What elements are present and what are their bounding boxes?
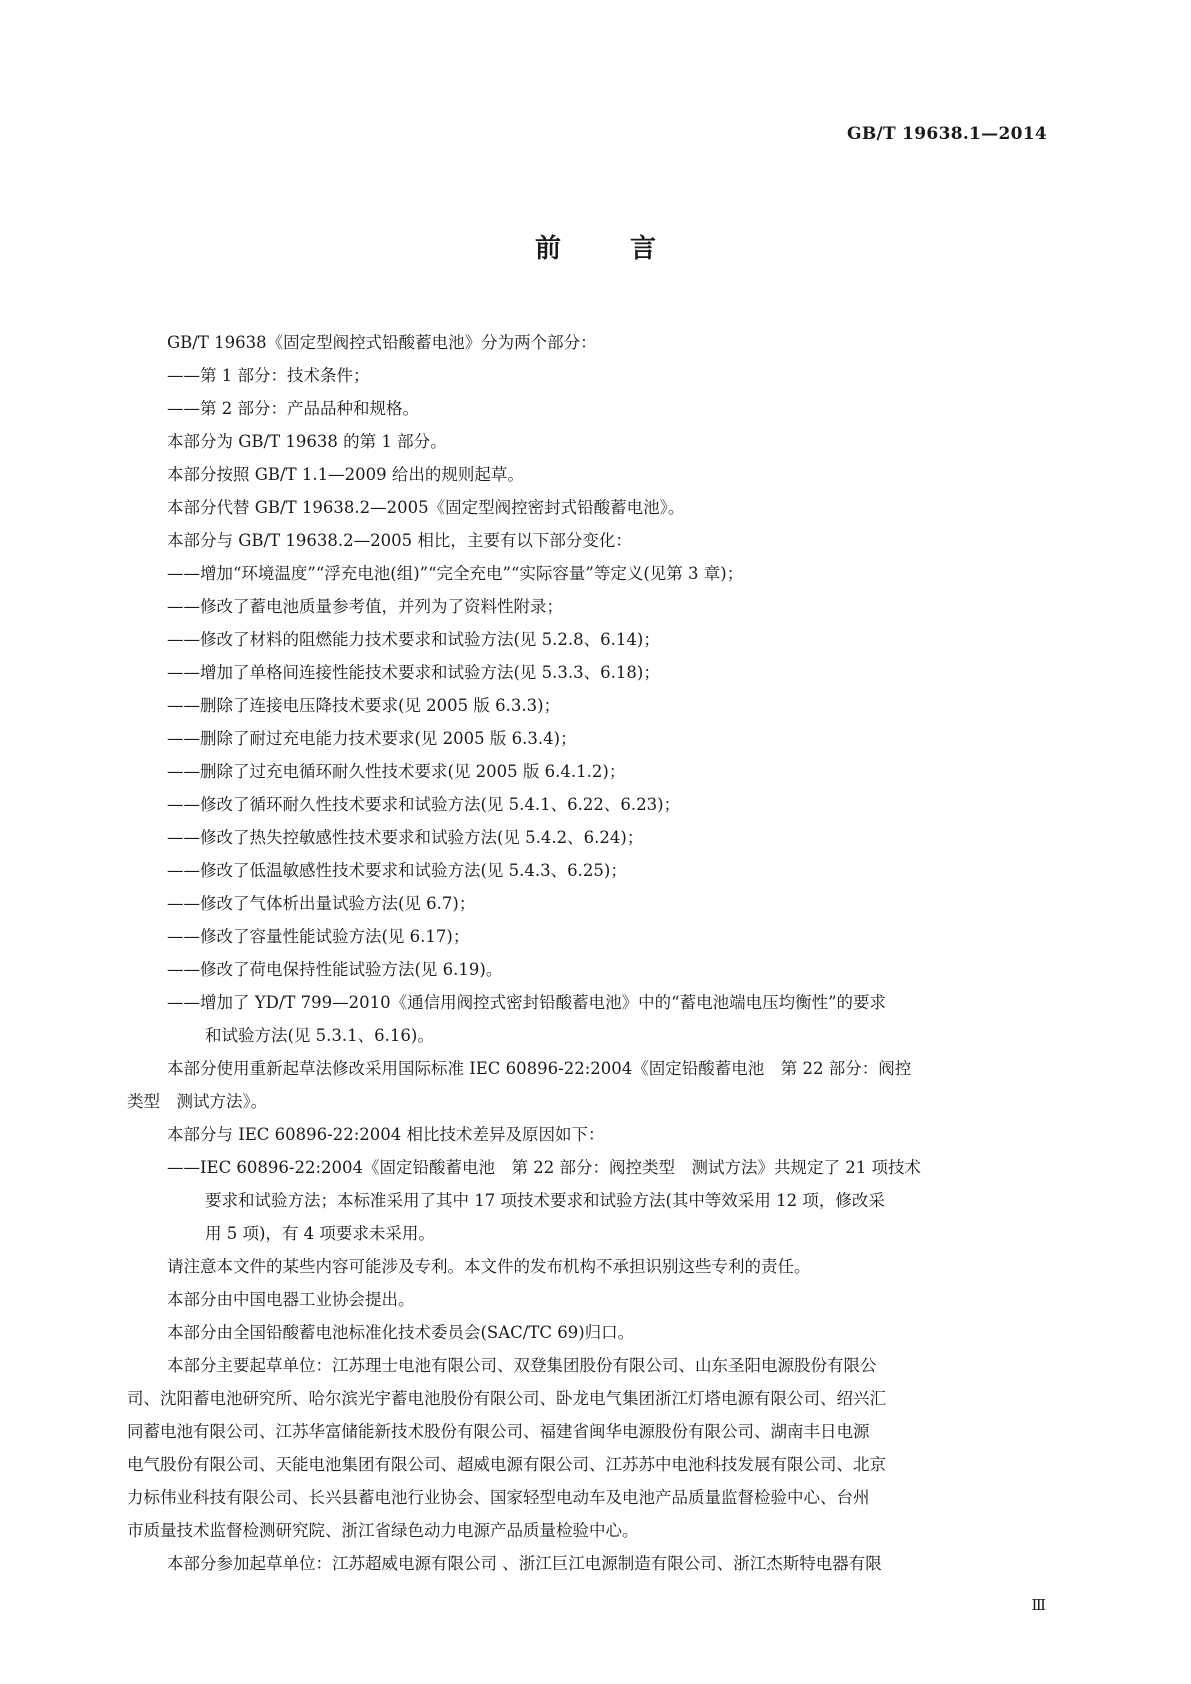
paragraph-continuation: 类型 测试方法》。 [127,1092,268,1111]
page-title: 前 言 [534,234,687,264]
paragraph-continuation: 力标伟业科技有限公司、长兴县蓄电池行业协会、国家轻型电动车及电池产品质量监督检验中心、台州 [127,1488,870,1507]
list-item: ——修改了材料的阻燃能力技术要求和试验方法(见 5.2.8、6.14)； [167,630,660,649]
list-item: ——修改了蓄电池质量参考值，并列为了资料性附录； [167,597,563,616]
foreword-body [127,326,1047,1580]
list-item: ——删除了连接电压降技术要求(见 2005 版 6.3.3)； [167,696,561,715]
paragraph-line: 本部分由全国铅酸蓄电池标准化技术委员会(SAC/TC 69)归口。 [167,1323,635,1342]
paragraph-line: 本部分使用重新起草法修改采用国际标准 IEC 60896-22:2004《固定铅酸蓄电池 第 22 部分：阀控 [167,1059,912,1078]
paragraph-continuation: 电气股份有限公司、天能电池集团有限公司、超威电源有限公司、江苏苏中电池科技发展有限公司、北京 [127,1455,886,1474]
list-item: ——IEC 60896-22:2004《固定铅酸蓄电池 第 22 部分：阀控类型 测试方法》共规定了 21 项技术 [167,1158,922,1177]
paragraph-continuation: 同蓄电池有限公司、江苏华富储能新技术股份有限公司、福建省闽华电源股份有限公司、湖南丰日电源 [127,1422,870,1441]
list-item: ——增加“环境温度”“浮充电池(组)”“完全充电”“实际容量”等定义(见第 3 章)； [167,564,744,583]
page-number: Ⅲ [1031,1596,1046,1614]
list-item: ——第 1 部分：技术条件； [167,366,370,385]
paragraph-continuation: 市质量技术监督检测研究院、浙江省绿色动力电源产品质量检验中心。 [127,1521,639,1540]
standard-code: GB/T 19638.1—2014 [847,124,1047,144]
list-item: ——修改了热失控敏感性技术要求和试验方法(见 5.4.2、6.24)； [167,828,644,847]
paragraph-continuation: 司、沈阳蓄电池研究所、哈尔滨光宇蓄电池股份有限公司、卧龙电气集团浙江灯塔电源有限公司、绍兴汇 [127,1389,886,1408]
list-item: ——删除了过充电循环耐久性技术要求(见 2005 版 6.4.1.2)； [167,762,626,781]
paragraph-line: 请注意本文件的某些内容可能涉及专利。本文件的发布机构不承担识别这些专利的责任。 [167,1257,811,1276]
list-item: ——修改了荷电保持性能试验方法(见 6.19)。 [167,960,503,979]
paragraph-line: 本部分与 IEC 60896-22:2004 相比技术差异及原因如下： [167,1125,605,1144]
list-item: ——修改了气体析出量试验方法(见 6.7)； [167,894,476,913]
list-item: ——增加了单格间连接性能技术要求和试验方法(见 5.3.3、6.18)； [167,663,660,682]
paragraph-line: 本部分由中国电器工业协会提出。 [167,1290,415,1309]
paragraph-line: 本部分代替 GB/T 19638.2—2005《固定型阀控密封式铅酸蓄电池》。 [167,498,685,517]
paragraph-line: 本部分与 GB/T 19638.2—2005 相比，主要有以下部分变化： [167,531,632,550]
paragraph-line: 本部分按照 GB/T 1.1—2009 给出的规则起草。 [167,465,524,484]
paragraph-line: 本部分参加起草单位：江苏超威电源有限公司 、浙江巨江电源制造有限公司、浙江杰斯特电器有限 [167,1554,882,1573]
list-item: ——修改了循环耐久性技术要求和试验方法(见 5.4.1、6.22、6.23)； [167,795,681,814]
paragraph-line: GB/T 19638《固定型阀控式铅酸蓄电池》分为两个部分： [167,333,597,352]
list-item-continuation: 用 5 项)，有 4 项要求未采用。 [205,1224,435,1243]
list-item: ——删除了耐过充电能力技术要求(见 2005 版 6.3.4)； [167,729,577,748]
list-item: ——第 2 部分：产品品种和规格。 [167,399,419,418]
paragraph-line: 本部分为 GB/T 19638 的第 1 部分。 [167,432,447,451]
list-item-continuation: 要求和试验方法；本标准采用了其中 17 项技术要求和试验方法(其中等效采用 12 项，修改采 [205,1191,885,1210]
list-item-continuation: 和试验方法(见 5.3.1、6.16)。 [205,1026,434,1045]
paragraph-line: 本部分主要起草单位：江苏理士电池有限公司、双登集团股份有限公司、山东圣阳电源股份有限公 [167,1356,877,1375]
list-item: ——修改了低温敏感性技术要求和试验方法(见 5.4.3、6.25)； [167,861,627,880]
list-item: ——修改了容量性能试验方法(见 6.17)； [167,927,470,946]
list-item: ——增加了 YD/T 799—2010《通信用阀控式密封铅酸蓄电池》中的“蓄电池端电压均衡性”的要求 [167,993,887,1012]
